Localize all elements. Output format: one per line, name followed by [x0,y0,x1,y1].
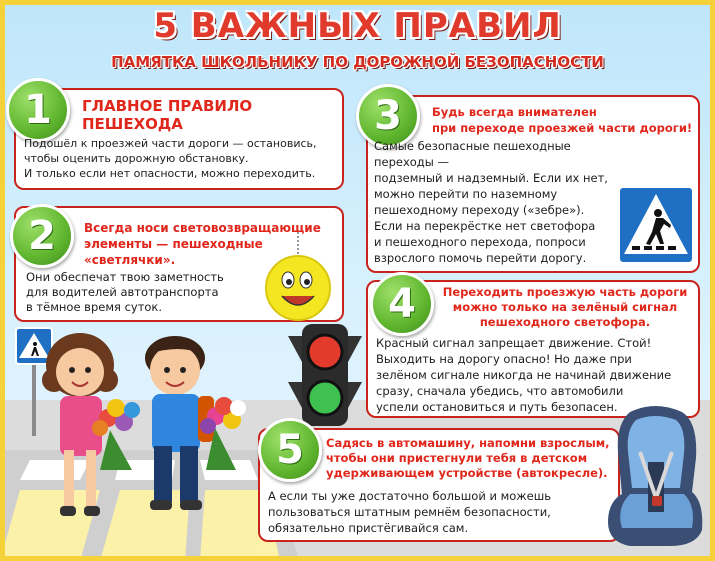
rule-2-body: Они обеспечат твою заметность для водителей автотранспорта в тёмное время суток. [26,270,224,314]
poster-subtitle: ПАМЯТКА ШКОЛЬНИКУ ПО ДОРОЖНОЙ БЕЗОПАСНОСТИ [111,53,604,71]
poster-title: 5 ВАЖНЫХ ПРАВИЛ [153,6,562,46]
pedestrian-crossing-sign-icon [618,186,694,264]
rule-5-body: А если ты уже достаточно большой и можешь пользоваться штатным ремнём безопасности, обязательно пристёгивайся сам. [268,489,552,535]
rule-3-heading: Будь всегда внимателен при переходе проезжей части дороги! [432,105,693,135]
rule-5-number: 5 [258,418,322,482]
child-car-seat-icon [600,402,710,550]
rule-1-heading: ГЛАВНОЕ ПРАВИЛО ПЕШЕХОДА [82,97,253,133]
rule-1-number: 1 [6,78,70,142]
rule-2-number: 2 [10,204,74,268]
rule-2-heading: Всегда носи световозвращающие элементы — пешеходные «светлячки». [84,221,321,267]
rule-4-body: Красный сигнал запрещает движение. Стой! Выходить на дорогу опасно! Но даже при зелёном сигнале никогда не начинай движение сразу, сначала убедись, что автомобили успели остановиться и путь безопасен. [376,336,672,414]
rule-3-body: Самые безопасные пешеходные переходы — подземный и надземный. Если их нет, можно перейти по наземному пешеходному переходу («зебре»). Если на перекрёстке нет светофора и пешеходного перехода, попроси взрослого помочь перейти дорогу. [374,139,608,265]
smiley-reflector-icon [258,232,338,324]
rule-1-body: Подошёл к проезжей части дороги — остановись, чтобы оценить дорожную обстановку. И только если нет опасности, можно переходить. [24,137,317,180]
schoolchildren-illustration [40,330,270,552]
traffic-light-icon [288,322,362,428]
rule-3-number: 3 [356,84,420,148]
rule-4-number: 4 [370,272,434,336]
rule-4-heading: Переходить проезжую часть дороги можно только на зелёный сигнал пешеходного светофора. [442,285,688,329]
rule-5-heading: Садясь в автомашину, напомни взрослым, чтобы они пристегнули тебя в детском удерживающем устройстве (автокресле). [326,436,610,480]
